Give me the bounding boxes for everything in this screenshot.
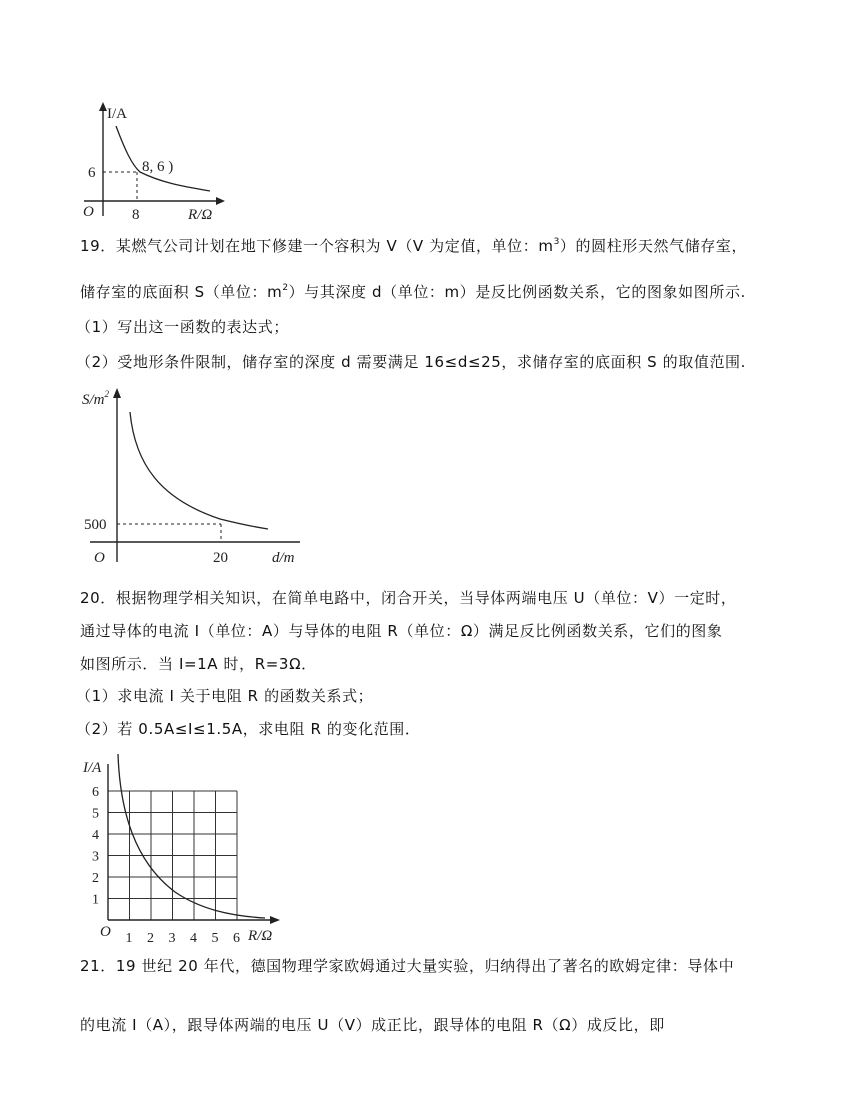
q20-line-2: 通过导体的电流 I（单位：A）与导体的电阻 R（单位：Ω）满足反比例函数关系，它们的图象 [80, 622, 723, 640]
q20-line-1: 20．根据物理学相关知识，在简单电路中，闭合开关，当导体两端电压 U（单位：V）一定时， [80, 589, 737, 607]
grid [108, 791, 237, 920]
origin-label: O [83, 204, 94, 220]
x-axis-label: R/Ω [188, 207, 213, 223]
y-tick-label: 5 [92, 806, 99, 822]
y-axis-label: I/A [107, 106, 127, 122]
superscript: 2 [282, 283, 289, 293]
q21-line-1: 21．19 世纪 20 年代，德国物理学家欧姆通过大量实验，归纳得出了著名的欧姆定律：导体中 [80, 957, 735, 975]
hyperbola-curve [130, 412, 268, 529]
figure-q20-graph [80, 752, 290, 952]
figure-q18-graph [80, 100, 240, 225]
x-tick-label: 6 [233, 931, 240, 946]
q19-part-1: （1）写出这一函数的表达式； [76, 318, 289, 336]
x-tick-label: 4 [190, 931, 197, 946]
y-axis-arrow [99, 102, 107, 111]
y-tick-label: 1 [92, 892, 99, 908]
x-axis-arrow [270, 916, 280, 924]
superscript: 3 [553, 237, 560, 247]
x-axis-arrow [216, 197, 225, 205]
y-tick-label: 3 [92, 849, 99, 865]
origin-label: O [100, 924, 111, 940]
x-tick-label: 3 [168, 931, 176, 946]
q21-line-2: 的电流 I（A），跟导体两端的电压 U（V）成正比，跟导体的电阻 R（Ω）成反比，即 [80, 1016, 665, 1034]
q20-part-1: （1）求电流 I 关于电阻 R 的函数关系式； [76, 687, 374, 705]
q19-line-2: 储存室的底面积 S（单位：$m^2$）与其深度 d（单位：m）是反比例函数关系，它的图象如图所示. [80, 283, 746, 301]
x-axis-label: R/Ω [248, 928, 273, 944]
point-label: 8, 6 ) [142, 159, 174, 175]
q19-part-2: （2）受地形条件限制，储存室的深度 d 需要满足 16≤d≤25，求储存室的底面积 S 的取值范围. [76, 353, 747, 371]
hyperbola-curve [118, 754, 265, 918]
y-axis-arrow [113, 388, 121, 398]
origin-label: O [94, 550, 105, 566]
y-tick-label: 4 [92, 828, 99, 843]
y-tick-label: 6 [92, 785, 99, 800]
y-tick-labels [92, 785, 99, 908]
x-axis-label: d/m [272, 550, 295, 566]
x-tick-label: 20 [213, 550, 228, 566]
y-tick-label: 2 [92, 871, 99, 886]
q19-line-1: 19．某燃气公司计划在地下修建一个容积为 V（V 为定值，单位：$m^3$）的圆柱形天然气储存室， [80, 237, 748, 255]
y-axis-label: $S/m^2$ [82, 389, 109, 408]
q20-part-2: （2）若 0.5A≤I≤1.5A，求电阻 R 的变化范围． [76, 720, 421, 738]
x-tick-labels [126, 931, 241, 946]
y-axis-label: I/A [83, 760, 102, 776]
q20-line-3: 如图所示．当 I=1A 时，R=3Ω． [80, 655, 317, 673]
x-tick-label: 5 [211, 931, 219, 946]
y-tick-label: 6 [88, 165, 96, 181]
x-tick-label: 8 [132, 207, 140, 223]
x-tick-label: 2 [147, 931, 154, 946]
x-tick-label: 1 [125, 931, 133, 946]
y-tick-label: 500 [84, 517, 107, 533]
figure-q19-graph [80, 384, 310, 574]
